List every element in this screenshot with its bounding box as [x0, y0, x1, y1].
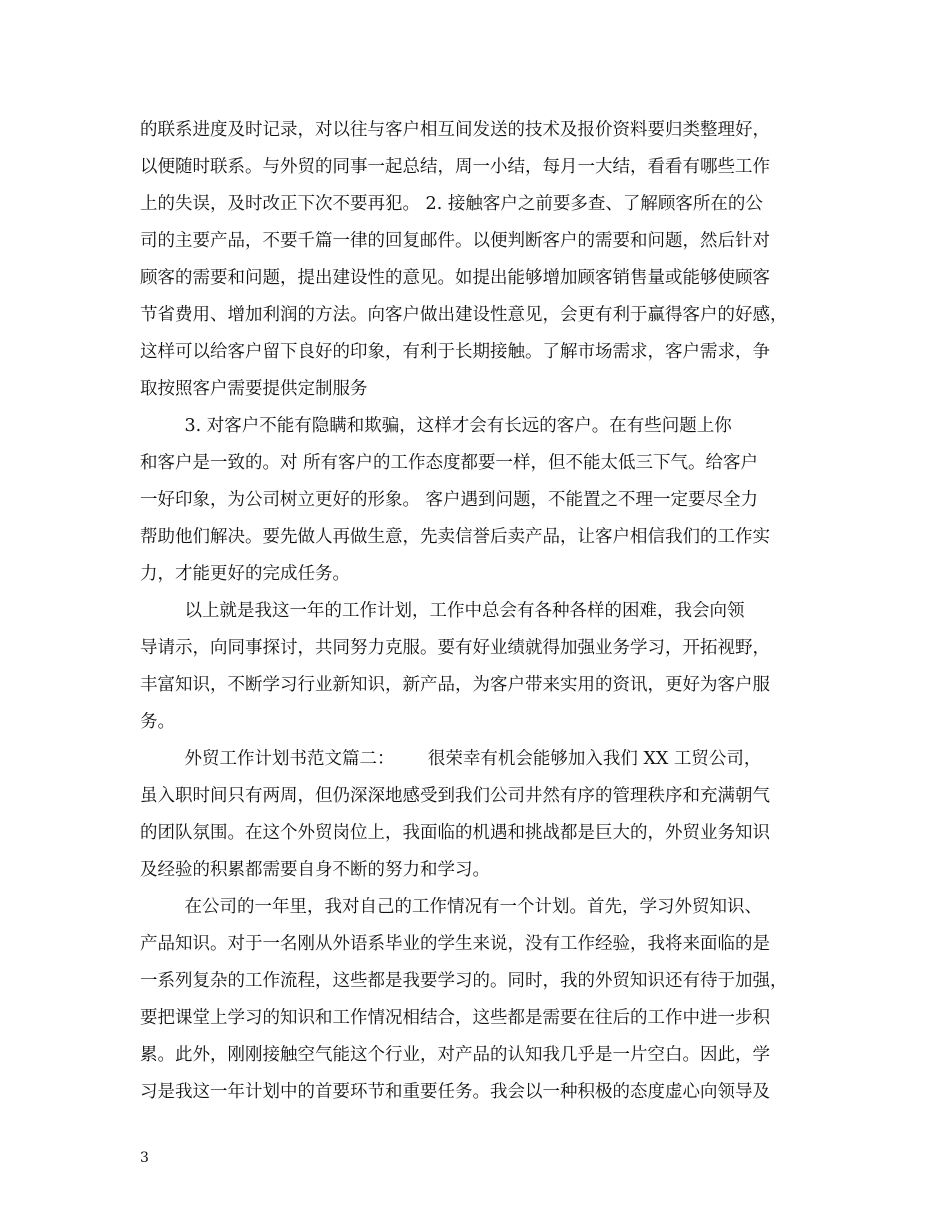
- text-line: 力，才能更好的完成任务。: [140, 564, 350, 584]
- text-line: 节省费用、增加利润的方法。向客户做出建设性意见，会更有利于赢得客户的好感，: [140, 305, 788, 325]
- text-line: 3. 对客户不能有隐瞒和欺骗，这样才会有长远的客户。在有些问题上你: [140, 416, 732, 436]
- text-line: 务。: [140, 712, 175, 732]
- text-line: 顾客的需要和问题，提出建设性的意见。如提出能够增加顾客销售量或能够使顾客: [140, 268, 770, 288]
- text-line: 这样可以给客户留下良好的印象，有利于长期接触。了解市场需求，客户需求，争: [140, 342, 770, 362]
- text-line: 帮助他们解决。要先做人再做生意，先卖信誉后卖产品，让客户相信我们的工作实: [140, 527, 770, 547]
- text-line: 一好印象，为公司树立更好的形象。 客户遇到问题，不能置之不理一定要尽全力: [140, 490, 759, 510]
- text-line: 丰富知识，不断学习行业新知识，新产品，为客户带来实用的资讯，更好为客户服: [140, 675, 770, 695]
- text-line: 以便随时联系。与外贸的同事一起总结，周一小结，每月一大结，看看有哪些工作: [140, 157, 770, 177]
- text-line: 上的失误，及时改正下次不要再犯。 2. 接触客户之前要多查、了解顾客所在的公: [140, 194, 763, 214]
- text-line: 外贸工作计划书范文篇二： 很荣幸有机会能够加入我们 XX 工贸公司，: [140, 749, 762, 769]
- text-line: 取按照客户需要提供定制服务: [140, 379, 368, 399]
- text-line: 和客户是一致的。对 所有客户的工作态度都要一样，但不能太低三下气。给客户: [140, 453, 759, 473]
- text-line: 及经验的积累都需要自身不断的努力和学习。: [140, 860, 490, 880]
- text-line: 的团队氛围。在这个外贸岗位上，我面临的机遇和挑战都是巨大的，外贸业务知识: [140, 823, 770, 843]
- text-line: 习是我这一年计划中的首要环节和重要任务。我会以一种积极的态度虚心向领导及: [140, 1082, 770, 1102]
- text-line: 导请示，向同事探讨，共同努力克服。要有好业绩就得加强业务学习，开拓视野，: [140, 638, 770, 658]
- text-line: 产品知识。对于一名刚从外语系毕业的学生来说，没有工作经验，我将来面临的是: [140, 934, 770, 954]
- text-line: 一系列复杂的工作流程，这些都是我要学习的。同时，我的外贸知识还有待于加强，: [140, 971, 788, 991]
- text-line: 要把课堂上学习的知识和工作情况相结合，这些都是需要在往后的工作中进一步积: [140, 1008, 770, 1028]
- text-line: 以上就是我这一年的工作计划，工作中总会有各种各样的困难，我会向领: [140, 601, 745, 621]
- text-line: 虽入职时间只有两周，但仍深深地感受到我们公司井然有序的管理秩序和充满朝气: [140, 786, 770, 806]
- text-line: 累。此外，刚刚接触空气能这个行业，对产品的认知我几乎是一片空白。因此，学: [140, 1045, 770, 1065]
- text-line: 在公司的一年里，我对自己的工作情况有一个计划。首先，学习外贸知识、: [140, 897, 762, 917]
- body-text: [140, 112, 830, 1111]
- text-line: 司的主要产品，不要千篇一律的回复邮件。以便判断客户的需要和问题，然后针对: [140, 231, 770, 251]
- page-number: 3: [140, 1150, 149, 1166]
- text-line: 的联系进度及时记录，对以往与客户相互间发送的技术及报价资料要归类整理好，: [140, 120, 770, 140]
